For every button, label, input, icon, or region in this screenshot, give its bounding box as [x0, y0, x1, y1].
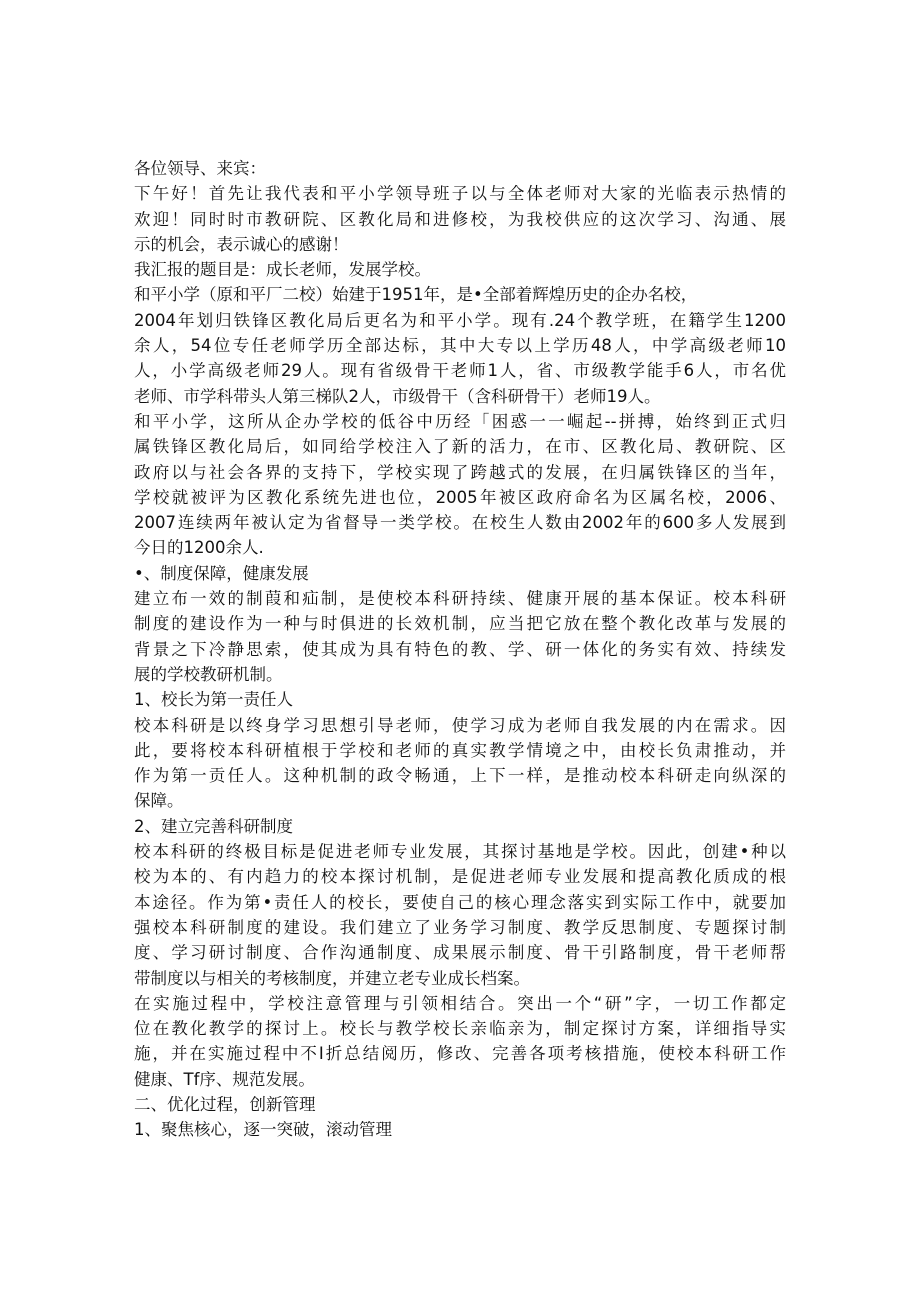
text-line: 下午好！首先让我代表和平小学领导班子以与全体老师对大家的光临表示热情的	[134, 184, 786, 204]
text-line: 健康、Tf序、规范发展。	[134, 1069, 315, 1089]
text-line: 余人，54位专任老师学历全部达标，其中大专以上学历48人，中学高级老师10	[134, 336, 786, 356]
text-line: 属铁锋区教化局后，如同给学校注入了新的活力，在市、区教化局、教研院、区	[134, 437, 786, 457]
text-line: 强校本科研制度的建设。我们建立了业务学习制度、教学反思制度、专题探讨制	[134, 917, 786, 937]
text-line: 带制度以与相关的考核制度，并建立老专业成长档案。	[134, 968, 530, 988]
text-line: 和平小学，这所从企办学校的低谷中历经「困惑一一崛起--拼搏，始终到正式归	[134, 411, 786, 431]
text-line: 老师、市学科带头人第三梯队2人，市级骨干（含科研骨干）老师19人。	[134, 386, 661, 406]
text-line: 我汇报的题目是：成长老师，发展学校。	[134, 260, 431, 280]
text-line: 1、校长为第一责任人	[134, 690, 293, 710]
text-line: 作为第一贡任人。这种机制的政令畅通，上下一样，是推动校本科研走向纵深的	[134, 766, 786, 786]
text-line: 度、学习研讨制度、合作沟通制度、成果展示制度、骨干引路制度，骨干老师帮	[134, 943, 786, 963]
text-line: 1、聚焦核心，逐一突破，滚动管理	[134, 1120, 392, 1140]
text-line: 示的机会，表示诚心的感谢！	[134, 234, 349, 254]
text-line: 建立布一效的制葭和疝制，是使校本科研持续、健康开展的基本保证。校本科研	[134, 589, 786, 609]
text-line: 和平小学（原和平厂二校）始建于1951年，是•全部着辉煌历史的企办名校，	[134, 285, 698, 305]
text-line: 此，要将校本科研植根于学校和老师的真实教学情境之中，由校长负肃推动，并	[134, 740, 786, 760]
text-line: 校本科研是以终身学习思想引导老师，使学习成为老师自我发展的内在需求。因	[134, 715, 786, 735]
text-line: 学校就被评为区教化系统先进也位，2005年被区政府命名为区属名校，2006、	[134, 487, 786, 507]
text-line: 保障。	[134, 791, 184, 811]
text-line: 制度的建设作为一种与时俱进的长效机制，应当把它放在整个教化改革与发展的	[134, 614, 786, 634]
text-line: 欢迎！同时时市教研院、区教化局和进修校，为我校供应的这次学习、沟通、展	[134, 209, 786, 229]
text-line: 人，小学高级老师29人。现有省级骨干老师1人，省、市级教学能手6人，市名优	[134, 361, 786, 381]
text-line: 在实施过程中，学校注意管理与引领相结合。突出一个“研”字，一切工作都定	[134, 993, 786, 1013]
text-line: 背景之下冷静思索，使其成为具有特色的教、学、研一体化的务实有效、持续发	[134, 639, 786, 659]
text-line: 校本科研的终极目标是促进老师专业发展，其探讨基地是学校。因此，创建•种以	[134, 842, 786, 862]
text-line: 各位领导、来宾：	[134, 159, 266, 178]
text-line: 本途径。作为第•责任人的校长，要使自己的核心理念落实到实际工作中，就要加	[134, 892, 786, 912]
text-line: 二、优化过程，创新管理	[134, 1094, 316, 1114]
text-line: 位在教化教学的探讨上。校长与教学校长亲临亲为，制定探讨方案，详细指导实	[134, 1019, 786, 1039]
text-line: 施，并在实施过程中不I折总结阅历，修改、完善各项考核措施，使校本科研工作	[134, 1044, 786, 1064]
text-line: •、制度保障，健康发展	[134, 563, 309, 583]
text-line: 政府以与社会各界的支持下，学校实现了跨越式的发展，在归属铁锋区的当年，	[134, 462, 786, 482]
text-line: 展的学校教研机制。	[134, 664, 283, 684]
text-line: 2、建立完善科研制度	[134, 816, 293, 836]
text-line: 今日的1200余人.	[134, 538, 264, 558]
text-line: 2007连续两年被认定为省督导一类学校。在校生人数由2002年的600多人发展到	[134, 513, 786, 533]
text-line: 校为本的、有内趋力的校本探讨机制，是促进老师专业发展和提高教化质成的根	[134, 867, 786, 887]
document-page	[134, 156, 786, 1143]
text-line: 2004年划归铁锋区教化局后更名为和平小学。现有.24个教学班，在籍学生1200	[134, 310, 786, 330]
